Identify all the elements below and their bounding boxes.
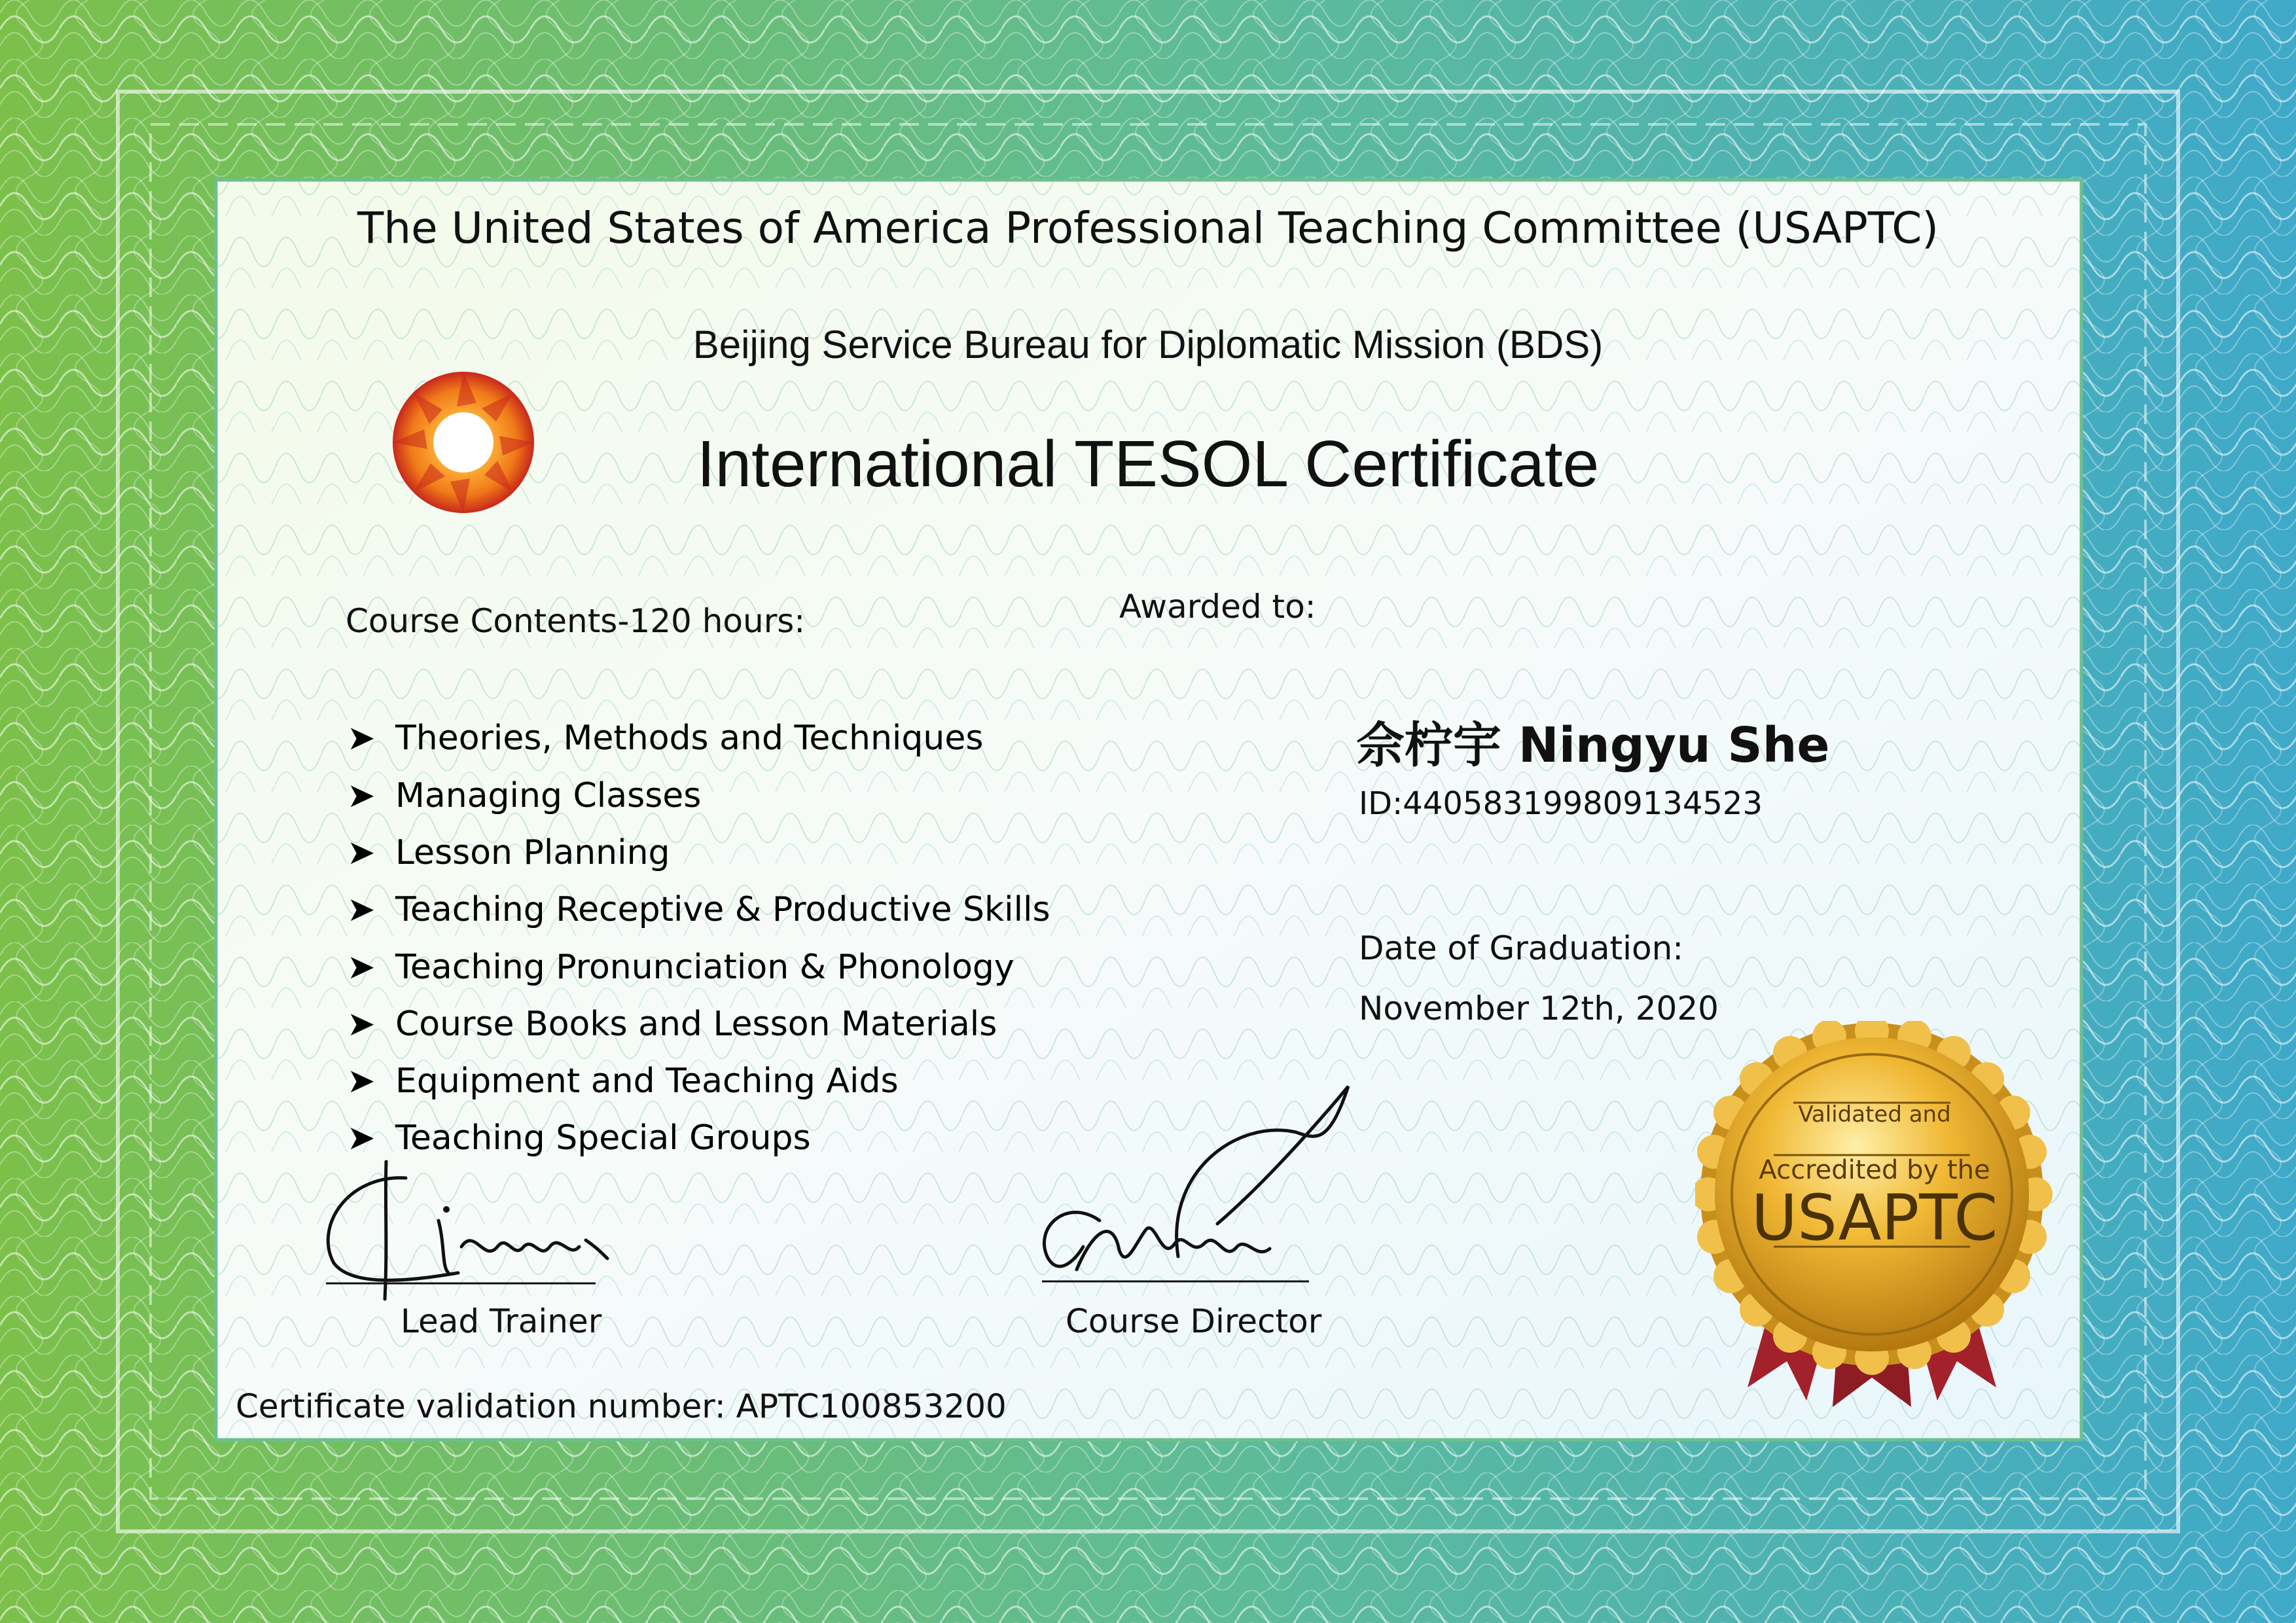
course-item: ➤ Lesson Planning bbox=[347, 833, 670, 872]
arrowhead-bullet-icon: ➤ bbox=[347, 1061, 376, 1101]
course-director-label: Course Director bbox=[1066, 1302, 1322, 1340]
issuer-name: The United States of America Professional Teaching Committee (USAPTC) bbox=[357, 203, 1939, 253]
seal-text-accredited: Accredited by the bbox=[1759, 1155, 1990, 1185]
arrowhead-bullet-icon: ➤ bbox=[347, 890, 376, 929]
arrowhead-bullet-icon: ➤ bbox=[347, 719, 376, 758]
certificate-title: International TESOL Certificate bbox=[696, 427, 1600, 501]
course-item: ➤ Teaching Pronunciation & Phonology bbox=[347, 948, 1014, 987]
course-item: ➤ Equipment and Teaching Aids bbox=[347, 1061, 899, 1101]
recipient-id: ID:440583199809134523 bbox=[1359, 785, 1763, 822]
course-item: ➤ Teaching Receptive & Productive Skills bbox=[347, 890, 1050, 929]
course-contents-heading: Course Contents-120 hours: bbox=[346, 602, 806, 640]
arrowhead-bullet-icon: ➤ bbox=[347, 833, 376, 872]
recipient-name: 佘柠宇 Ningyu She bbox=[1356, 717, 1830, 774]
graduation-date-label: Date of Graduation: bbox=[1359, 929, 1684, 967]
course-item: ➤ Teaching Special Groups bbox=[347, 1118, 811, 1158]
lead-trainer-label: Lead Trainer bbox=[401, 1302, 602, 1340]
course-item: ➤ Managing Classes bbox=[347, 776, 702, 815]
certificate-validation-number: Certificate validation number: APTC100853200 bbox=[236, 1387, 1007, 1425]
arrowhead-bullet-icon: ➤ bbox=[347, 1118, 376, 1158]
seal-text-usaptc: USAPTC bbox=[1751, 1181, 1998, 1255]
lead-trainer-signature bbox=[308, 1149, 700, 1319]
seal-text-validated: Validated and bbox=[1798, 1101, 1951, 1128]
arrowhead-bullet-icon: ➤ bbox=[347, 1005, 376, 1044]
course-item: ➤ Course Books and Lesson Materials bbox=[347, 1005, 997, 1044]
arrowhead-bullet-icon: ➤ bbox=[347, 948, 376, 987]
course-item: ➤ Theories, Methods and Techniques bbox=[347, 719, 984, 758]
graduation-date: November 12th, 2020 bbox=[1359, 990, 1719, 1027]
arrowhead-bullet-icon: ➤ bbox=[347, 776, 376, 815]
issuer-subtitle: Beijing Service Bureau for Diplomatic Mission (BDS) bbox=[692, 323, 1604, 366]
course-director-signature bbox=[1021, 1073, 1427, 1322]
awarded-to-label: Awarded to: bbox=[1119, 588, 1316, 626]
